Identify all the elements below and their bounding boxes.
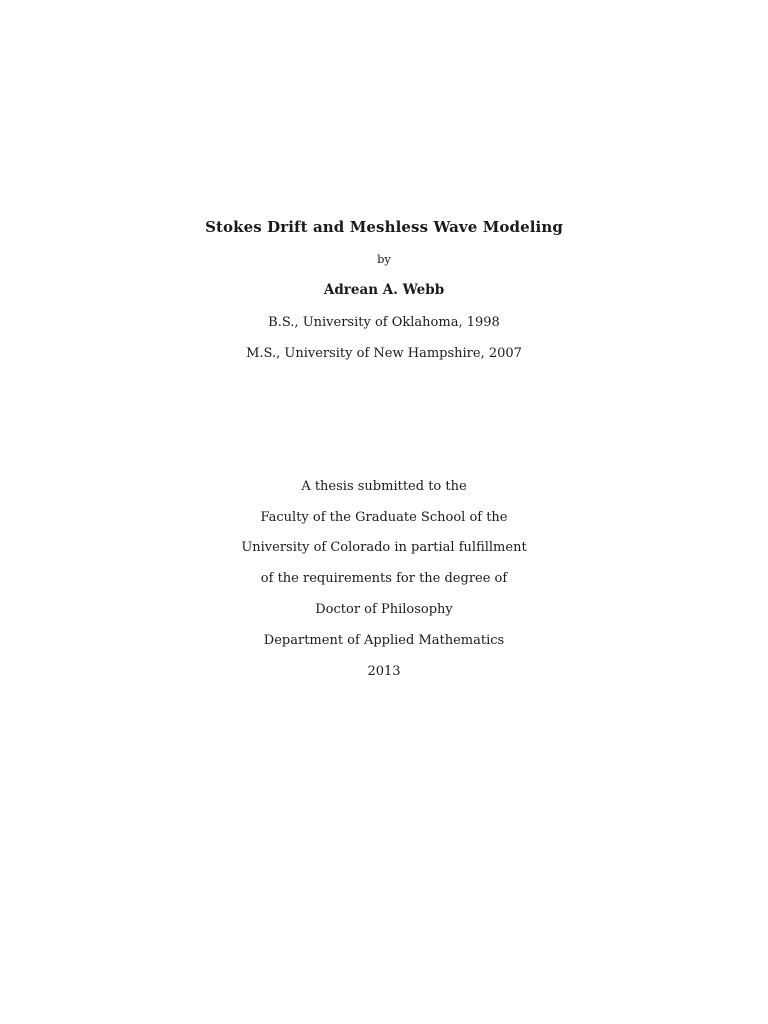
degree-name: Doctor of Philosophy bbox=[315, 602, 453, 617]
submission-line-2: Faculty of the Graduate School of the bbox=[260, 510, 508, 525]
submission-year: 2013 bbox=[367, 664, 401, 679]
thesis-title: Stokes Drift and Meshless Wave Modeling bbox=[205, 218, 563, 236]
department-name: Department of Applied Mathematics bbox=[263, 633, 505, 648]
submission-line-1: A thesis submitted to the bbox=[301, 479, 467, 494]
submission-line-3: University of Colorado in partial fulfillment bbox=[241, 540, 527, 555]
degree-ms: M.S., University of New Hampshire, 2007 bbox=[246, 346, 522, 361]
author-name: Adrean A. Webb bbox=[323, 282, 445, 298]
by-label: by bbox=[377, 252, 391, 266]
submission-line-4: of the requirements for the degree of bbox=[260, 571, 508, 586]
degree-bs: B.S., University of Oklahoma, 1998 bbox=[268, 315, 500, 330]
